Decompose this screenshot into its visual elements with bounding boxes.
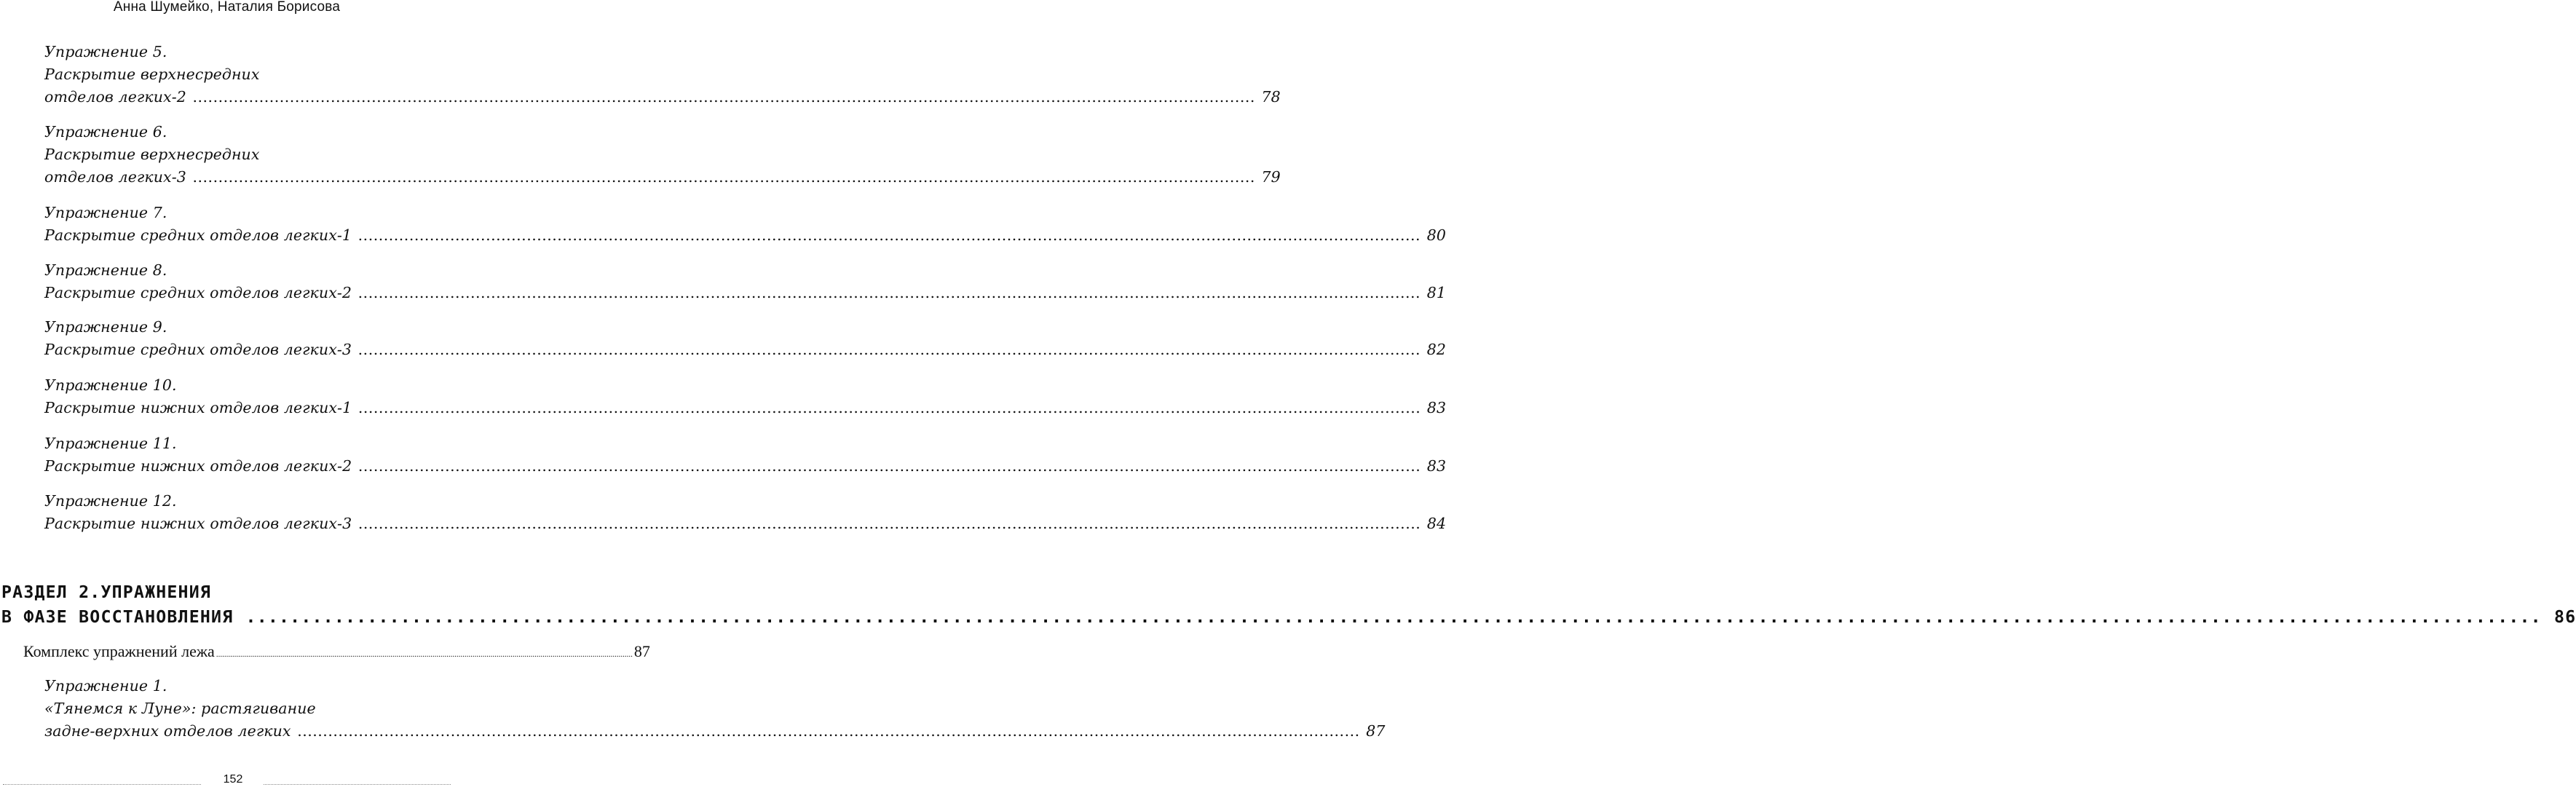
- entry-title-line: Раскрытие верхнесредних: [44, 146, 260, 163]
- dot-leader: [358, 284, 1421, 301]
- entry-page-number: 87: [1366, 722, 1386, 740]
- toc-section-2-heading[interactable]: [1, 580, 2576, 630]
- running-header: Анна Шумейко, Наталия Борисова: [113, 0, 341, 15]
- dot-leader: [193, 88, 1255, 106]
- entry-title-line: «Тянемся к Луне»: растягивание: [44, 700, 316, 717]
- section-leader-line: [1, 605, 2576, 630]
- dot-leader: [358, 341, 1421, 358]
- toc-entry-exercise-11[interactable]: [44, 432, 1447, 478]
- entry-leader-line: [44, 720, 1386, 743]
- dot-leader: [358, 457, 1421, 475]
- toc-entry-exercise-7[interactable]: [44, 202, 1446, 247]
- entry-leader-line: [44, 513, 1447, 535]
- entry-number: Упражнение 5.: [44, 43, 167, 60]
- entry-number: Упражнение 11.: [44, 435, 177, 452]
- section-page-number: 86: [2554, 607, 2576, 627]
- dot-leader: [358, 399, 1421, 416]
- entry-number: Упражнение 1.: [44, 677, 167, 695]
- footer-rule-right: [264, 784, 451, 785]
- subsection-title: Комплекс упражнений лежа: [23, 642, 215, 660]
- dot-leader: [358, 515, 1421, 532]
- dot-leader: [216, 641, 633, 665]
- entry-page-number: 82: [1426, 341, 1446, 358]
- entry-title-line: отделов легких-2: [44, 88, 186, 106]
- section-title-line: В ФАЗЕ ВОССТАНОВЛЕНИЯ: [1, 607, 234, 627]
- entry-title-line: задне-верхних отделов легких: [44, 722, 291, 740]
- entry-title-line: Раскрытие средних отделов легких-3: [44, 341, 352, 358]
- toc-entry-exercise-6[interactable]: [44, 121, 1281, 189]
- toc-entry-exercise-12[interactable]: [44, 490, 1447, 535]
- subsection-leader-line: [23, 641, 650, 665]
- entry-title-line: Раскрытие нижних отделов легких-2: [44, 457, 352, 475]
- entry-title-line: отделов легких-3: [44, 168, 186, 186]
- entry-leader-line: [44, 86, 1281, 108]
- page-number: 152: [223, 773, 243, 786]
- entry-page-number: 80: [1426, 226, 1446, 244]
- entry-leader-line: [44, 455, 1447, 478]
- entry-page-number: 81: [1426, 284, 1446, 301]
- toc-entry-exercise-9[interactable]: [44, 316, 1446, 361]
- entry-page-number: 78: [1261, 88, 1281, 106]
- toc-entry-exercise-1[interactable]: [44, 675, 1386, 743]
- entry-leader-line: [44, 166, 1281, 189]
- entry-leader-line: [44, 397, 1447, 419]
- section-title-line: РАЗДЕЛ 2.УПРАЖНЕНИЯ: [1, 582, 212, 602]
- entry-number: Упражнение 7.: [44, 204, 167, 221]
- entry-page-number: 79: [1261, 168, 1281, 186]
- entry-number: Упражнение 6.: [44, 123, 167, 141]
- toc-entry-exercise-5[interactable]: [44, 41, 1281, 108]
- entry-number: Упражнение 8.: [44, 261, 167, 279]
- toc-entry-exercise-10[interactable]: [44, 374, 1447, 419]
- entry-page-number: 84: [1426, 515, 1447, 532]
- entry-title-line: Раскрытие средних отделов легких-2: [44, 284, 352, 301]
- dot-leader: [193, 168, 1255, 186]
- entry-leader-line: [44, 224, 1446, 247]
- entry-title-line: Раскрытие нижних отделов легких-1: [44, 399, 352, 416]
- dot-leader: [358, 226, 1421, 244]
- entry-number: Упражнение 9.: [44, 318, 167, 336]
- toc-subsection-complex[interactable]: [23, 641, 650, 665]
- toc-entry-exercise-8[interactable]: [44, 259, 1446, 304]
- entry-title-line: Раскрытие верхнесредних: [44, 66, 260, 83]
- entry-page-number: 83: [1426, 399, 1447, 416]
- page-footer: [0, 773, 454, 787]
- entry-number: Упражнение 12.: [44, 492, 177, 510]
- dot-leader: [297, 722, 1359, 740]
- footer-rule-left: [3, 784, 201, 785]
- subsection-page-number: 87: [633, 642, 650, 660]
- entry-title-line: Раскрытие нижних отделов легких-3: [44, 515, 352, 532]
- entry-title-line: Раскрытие средних отделов легких-1: [44, 226, 352, 244]
- entry-leader-line: [44, 282, 1446, 304]
- dot-leader: [246, 607, 2542, 627]
- entry-number: Упражнение 10.: [44, 376, 177, 394]
- entry-leader-line: [44, 339, 1446, 361]
- entry-page-number: 83: [1426, 457, 1447, 475]
